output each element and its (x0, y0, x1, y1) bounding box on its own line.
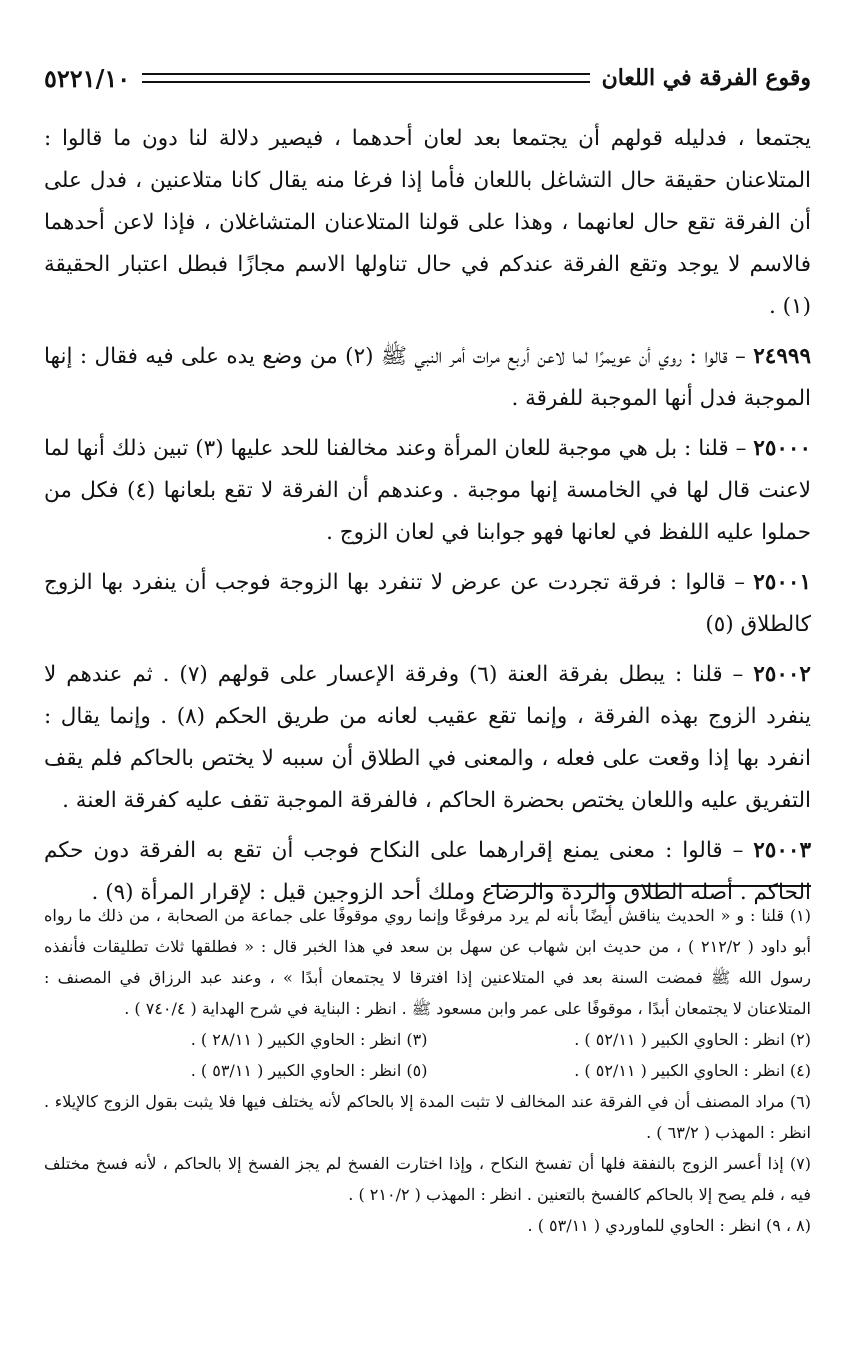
running-header (44, 58, 811, 98)
paragraph (44, 428, 811, 554)
footnote-divider (491, 885, 811, 887)
footnotes (44, 900, 811, 1241)
running-title: وقوع الفرقة في اللعان (601, 65, 811, 91)
footnote: (٢) انظر : الحاوي الكبير ( ٥٢/١١ ) . (574, 1030, 811, 1049)
main-text (44, 118, 811, 914)
header-rule (142, 73, 589, 83)
paragraph-text: يجتمعا ، فدليله قولهم أن يجتمعا بعد لعان أحدهما ، فيصير دلالة لنا دون ما قالوا : المتلاعنان حقيقة حال التشاغل باللعان فأما إذا فرغا منه يقال كانا متلاعنين ، فدل على أن الفرقة تقع حال لعانهما ، وهذا على قولنا المتلاعنان المتشاغلان ، فإذا لاعن أحدهما فالاسم لا يوجد وتقع الفرقة عندكم في حال تناولها الاسم مجازًا فبطل اعتبار الحقيقة (١) . (44, 126, 811, 319)
paragraph (44, 654, 811, 822)
issue-number: ٢٥٠٠٣ (753, 838, 811, 863)
footnote-row (44, 1055, 811, 1086)
book-page (44, 0, 811, 1355)
issue-number: ٢٥٠٠١ (753, 570, 811, 595)
paragraph-text: – قالوا : روي أن عويمرًا لما لاعن أربع مرات أمر النبي ﷺ (٢) من وضع يده على فيه فقال : إنها الموجبة فدل أنها الموجبة للفرقة . (44, 344, 811, 411)
paragraph (44, 336, 811, 420)
paragraph (44, 562, 811, 646)
footnote: (٨ ، ٩) انظر : الحاوي للماوردي ( ٥٣/١١ ) . (527, 1216, 811, 1235)
footnote: (٧) إذا أعسر الزوج بالنفقة فلها أن تفسخ النكاح ، وإذا اختارت الفسخ لم يجز الفسخ إلا بالحاكم ، لأنه فسخ مختلف فيه ، فلم يصح إلا بالحاكم كالفسخ بالتعنين . انظر : المهذب ( ٢١٠/٢ ) . (44, 1154, 811, 1204)
page-reference: ٥٢٢١/١٠ (44, 63, 131, 93)
issue-number: ٢٤٩٩٩ (753, 344, 811, 369)
footnote: (٦) مراد المصنف أن في الفرقة عند المخالف لا تثبت المدة إلا بالحاكم لأنه يختلف فيها فلا يثبت بقول الزوج كالإيلاء . انظر : المهذب ( ٦٣/٢ ) . (44, 1092, 811, 1142)
issue-number: ٢٥٠٠٠ (753, 436, 812, 461)
footnote: (٥) انظر : الحاوي الكبير ( ٥٣/١١ ) . (190, 1061, 428, 1080)
paragraph (44, 118, 811, 328)
footnote: (٣) انظر : الحاوي الكبير ( ٢٨/١١ ) . (190, 1030, 428, 1049)
issue-number: ٢٥٠٠٢ (753, 662, 811, 687)
footnote: (١) قلنا : و « الحديث يناقش أيضًا بأنه لم يرد مرفوعًا وإنما روي موقوفًا على جماعة من الصحابة ، من ذلك ما رواه أبو داود ( ٢١٢/٢ ) ، من حديث ابن شهاب عن سهل بن سعد في هذا الخبر قال : « فطلقها ثلاث تطليقات فأنفذه رسول الله ﷺ فمضت السنة بعد في المتلاعنين إذا افترقا لا يجتمعان أبدًا » ، وعند عبد الرزاق في المصنف : المتلاعنان لا يجتمعان أبدًا ، موقوفًا على عمر وابن مسعود ﷺ . انظر : البناية في شرح الهداية ( ٧٤٠/٤ ) . (44, 906, 811, 1018)
paragraph-text: – قالوا : فرقة تجردت عن عرض لا تنفرد بها الزوجة فوجب أن ينفرد بها الزوج كالطلاق (٥) (44, 570, 811, 637)
paragraph-text: – قلنا : يبطل بفرقة العنة (٦) وفرقة الإعسار على قولهم (٧) . ثم عندهم لا ينفرد الزوج بهذه الفرقة ، وإنما تقع عقيب لعانه من طريق الحكم (٨) . وإنما يقال : انفرد بها إذا وقعت على فعله ، والمعنى في الطلاق أن سببه لا يختص بالحاكم فلم يقف التفريق عليه واللعان يختص بحضرة الحاكم ، فالفرقة الموجبة تقف عليه كفرقة العنة . (44, 662, 811, 813)
footnote: (٤) انظر : الحاوي الكبير ( ٥٢/١١ ) . (574, 1061, 811, 1080)
paragraph-text: – قلنا : بل هي موجبة للعان المرأة وعند مخالفنا للحد عليها (٣) تبين ذلك أنها لما لاعنت قال لها في الخامسة إنها موجبة . وعندهم أن الفرقة لا تقع بلعانها (٤) فكل من حملوا عليه اللفظ في لعانها فهو جوابنا في لعان الزوج . (44, 436, 811, 545)
footnote-row (44, 1024, 811, 1055)
paragraph-text: – قالوا : معنى يمنع إقرارهما على النكاح فوجب أن تقع به الفرقة دون حكم الحاكم . أصله الطلاق والردة والرضاع وملك أحد الزوجين قيل : لإقرار المرأة (٩) . (44, 838, 811, 905)
